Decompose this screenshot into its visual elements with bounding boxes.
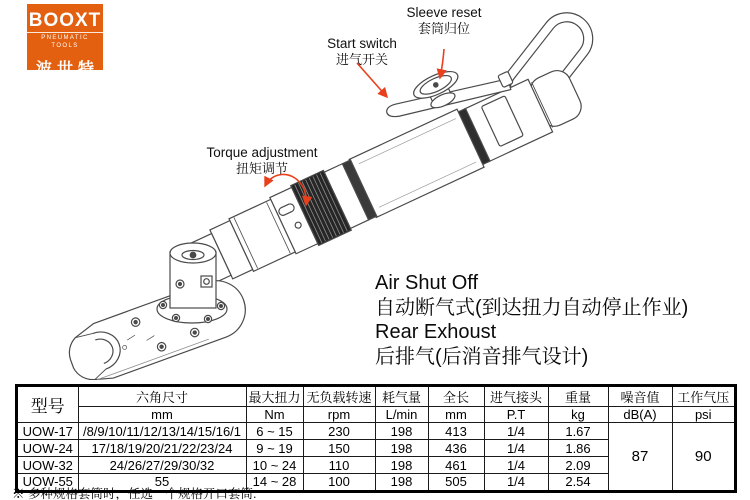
cell-pressure-merged: 90 — [672, 423, 735, 491]
col-header-hex: 六角尺寸 — [78, 386, 246, 407]
cell-weight: 2.54 — [548, 474, 608, 491]
col-header-model: 型号 — [17, 386, 78, 423]
cell-inlet: 1/4 — [484, 457, 548, 474]
col-header-air: 耗气量 — [375, 386, 428, 407]
feature-rear-exhaust-zh: 后排气(后消音排气设计) — [375, 345, 589, 368]
brand-name: BOOXT ® — [28, 10, 110, 31]
cell-model: UOW-55 — [17, 474, 78, 491]
callout-sleeve-reset-en: Sleeve reset — [406, 5, 482, 20]
cell-inlet: 1/4 — [484, 440, 548, 457]
cell-length: 461 — [428, 457, 484, 474]
brand-tagline: PNEUMATIC TOOLS — [27, 32, 103, 50]
cell-air: 198 — [375, 423, 428, 440]
unit-torque: Nm — [246, 407, 303, 423]
cell-inlet: 1/4 — [484, 474, 548, 491]
table-footnote: ※ 多种规格套筒时，任选一个规格开口套筒. — [12, 487, 257, 500]
start-switch-arrow — [357, 63, 387, 97]
col-header-pressure: 工作气压 — [672, 386, 735, 407]
cell-model: UOW-24 — [17, 440, 78, 457]
cell-hex: /8/9/10/11/12/13/14/15/16/1 — [78, 423, 246, 440]
registered-mark: ® — [103, 14, 110, 21]
unit-inlet: P.T — [484, 407, 548, 423]
cell-weight: 1.86 — [548, 440, 608, 457]
feature-air-shut-off-en: Air Shut Off — [375, 272, 479, 294]
callout-torque-adjustment-zh: 扭矩调节 — [235, 160, 288, 176]
feature-description — [375, 271, 688, 369]
cell-torque: 6 ~ 15 — [246, 423, 303, 440]
cell-speed: 150 — [303, 440, 375, 457]
cell-noise-merged: 87 — [608, 423, 672, 491]
cell-air: 198 — [375, 457, 428, 474]
cell-weight: 1.67 — [548, 423, 608, 440]
cell-inlet: 1/4 — [484, 423, 548, 440]
cell-model: UOW-17 — [17, 423, 78, 440]
unit-air: L/min — [375, 407, 428, 423]
callout-start-switch-zh: 进气开关 — [335, 51, 388, 67]
cell-hex: 55 — [78, 474, 246, 491]
unit-length: mm — [428, 407, 484, 423]
cell-speed: 100 — [303, 474, 375, 491]
cell-weight: 2.09 — [548, 457, 608, 474]
unit-weight: kg — [548, 407, 608, 423]
cell-length: 505 — [428, 474, 484, 491]
callout-sleeve-reset — [384, 5, 504, 36]
spec-table — [16, 385, 736, 492]
cell-hex: 17/18/19/20/21/22/23/24 — [78, 440, 246, 457]
callout-torque-adjustment-en: Torque adjustment — [206, 145, 318, 160]
feature-rear-exhaust-en: Rear Exhoust — [375, 321, 497, 343]
callout-start-switch-en: Start switch — [327, 36, 397, 51]
callout-start-switch — [302, 36, 422, 67]
feature-air-shut-off-zh: 自动断气式(到达扭力自动停止作业) — [375, 296, 689, 319]
callout-torque-adjustment — [186, 145, 338, 176]
callout-sleeve-reset-zh: 套筒归位 — [417, 20, 470, 36]
unit-hex: mm — [78, 407, 246, 423]
cell-length: 413 — [428, 423, 484, 440]
col-header-torque: 最大扭力 — [246, 386, 303, 407]
cell-speed: 230 — [303, 423, 375, 440]
cell-torque: 9 ~ 19 — [246, 440, 303, 457]
table-row — [17, 423, 735, 440]
cell-torque: 10 ~ 24 — [246, 457, 303, 474]
col-header-length: 全长 — [428, 386, 484, 407]
cell-torque: 14 ~ 28 — [246, 474, 303, 491]
unit-noise: dB(A) — [608, 407, 672, 423]
cell-length: 436 — [428, 440, 484, 457]
col-header-inlet: 进气接头 — [484, 386, 548, 407]
unit-speed: rpm — [303, 407, 375, 423]
cell-speed: 110 — [303, 457, 375, 474]
cell-hex: 24/26/27/29/30/32 — [78, 457, 246, 474]
unit-pressure: psi — [672, 407, 735, 423]
cell-air: 198 — [375, 474, 428, 491]
col-header-noise: 噪音值 — [608, 386, 672, 407]
col-header-speed: 无负载转速 — [303, 386, 375, 407]
cell-air: 198 — [375, 440, 428, 457]
brand-chinese-name: 波世特 — [35, 61, 99, 78]
cell-model: UOW-32 — [17, 457, 78, 474]
col-header-weight: 重量 — [548, 386, 608, 407]
